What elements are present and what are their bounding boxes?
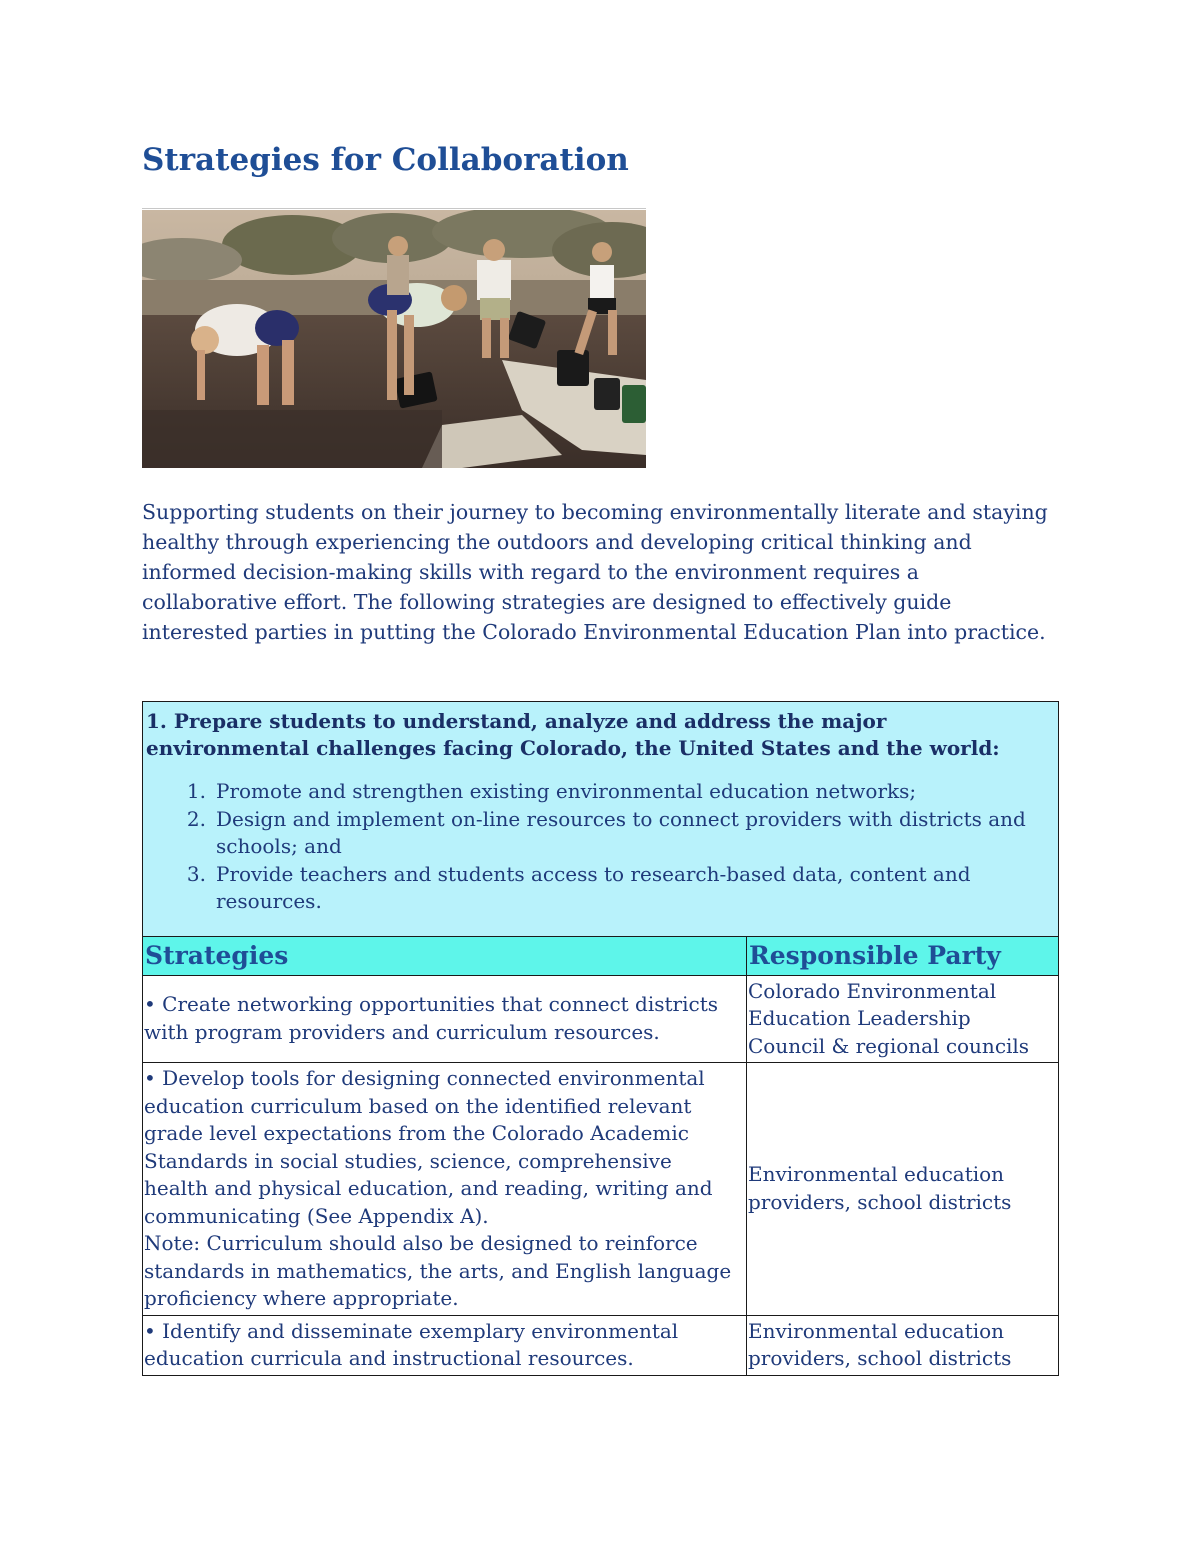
- table-row: [143, 975, 1059, 1063]
- strategy-cell: [143, 1063, 747, 1316]
- goal-list: [146, 778, 1054, 916]
- intro-paragraph: Supporting students on their journey to becoming environmentally literate and staying healthy through experiencing the outdoors and developing critical thinking and informed decision-making skills with regard to the environment requires a collaborative effort. The following strategies are designed to effectively guide interested parties in putting the Colorado Environmental Education Plan into practice.: [142, 500, 1048, 644]
- strategy-text: • Create networking opportunities that connect districts with program providers and curriculum resources.: [144, 992, 719, 1044]
- goal-item-text: Design and implement on-line resources to connect providers with districts and schools; and: [216, 806, 1026, 858]
- goal-item-number: 2.: [186, 806, 206, 831]
- party-cell: Environmental education providers, school districts: [747, 1063, 1059, 1316]
- strategy-note: Note: Curriculum should also be designed to reinforce standards in mathematics, the arts, and English language proficiency where appropriate.: [144, 1231, 732, 1310]
- goal-item: [146, 778, 1054, 806]
- students-gardening-photo: [142, 210, 646, 468]
- strategies-header: Strategies: [143, 936, 747, 975]
- strategy-cell: [143, 1315, 747, 1375]
- goal-row: [143, 702, 1059, 937]
- goal-heading: 1. Prepare students to understand, analyze and address the major environmental challenges facing Colorado, the United States and the world:: [146, 709, 1000, 760]
- party-cell: Colorado Environmental Education Leadership Council & regional councils: [747, 975, 1059, 1063]
- goal-item-number: 1.: [186, 779, 206, 803]
- goal-item-text: Provide teachers and students access to research-based data, content and resources.: [216, 861, 971, 913]
- table-row: [143, 1315, 1059, 1375]
- goal-item: [146, 806, 1054, 861]
- goal-cell: [143, 702, 1059, 937]
- strategy-text: • Develop tools for designing connected environmental education curriculum based on the identified relevant grade level expectations from the Colorado Academic Standards in social studies, science, comprehensive health and physical education, and reading, writing and communicating (See Appendix A).: [144, 1066, 713, 1228]
- goal-item-text: Promote and strengthen existing environmental education networks;: [216, 779, 917, 803]
- goal-item: [146, 861, 1054, 916]
- page-title: Strategies for Collaboration: [142, 142, 629, 178]
- table-header-row: [143, 936, 1059, 975]
- party-cell: Environmental education providers, school districts: [747, 1315, 1059, 1375]
- goal-item-number: 3.: [186, 861, 206, 886]
- strategy-text: • Identify and disseminate exemplary environmental education curricula and instructional resources.: [144, 1318, 679, 1370]
- photo-top-rule: [142, 208, 646, 209]
- table-row: [143, 1063, 1059, 1316]
- strategies-table: [142, 701, 1059, 1376]
- strategy-cell: [143, 975, 747, 1063]
- responsible-party-header: Responsible Party: [747, 936, 1059, 975]
